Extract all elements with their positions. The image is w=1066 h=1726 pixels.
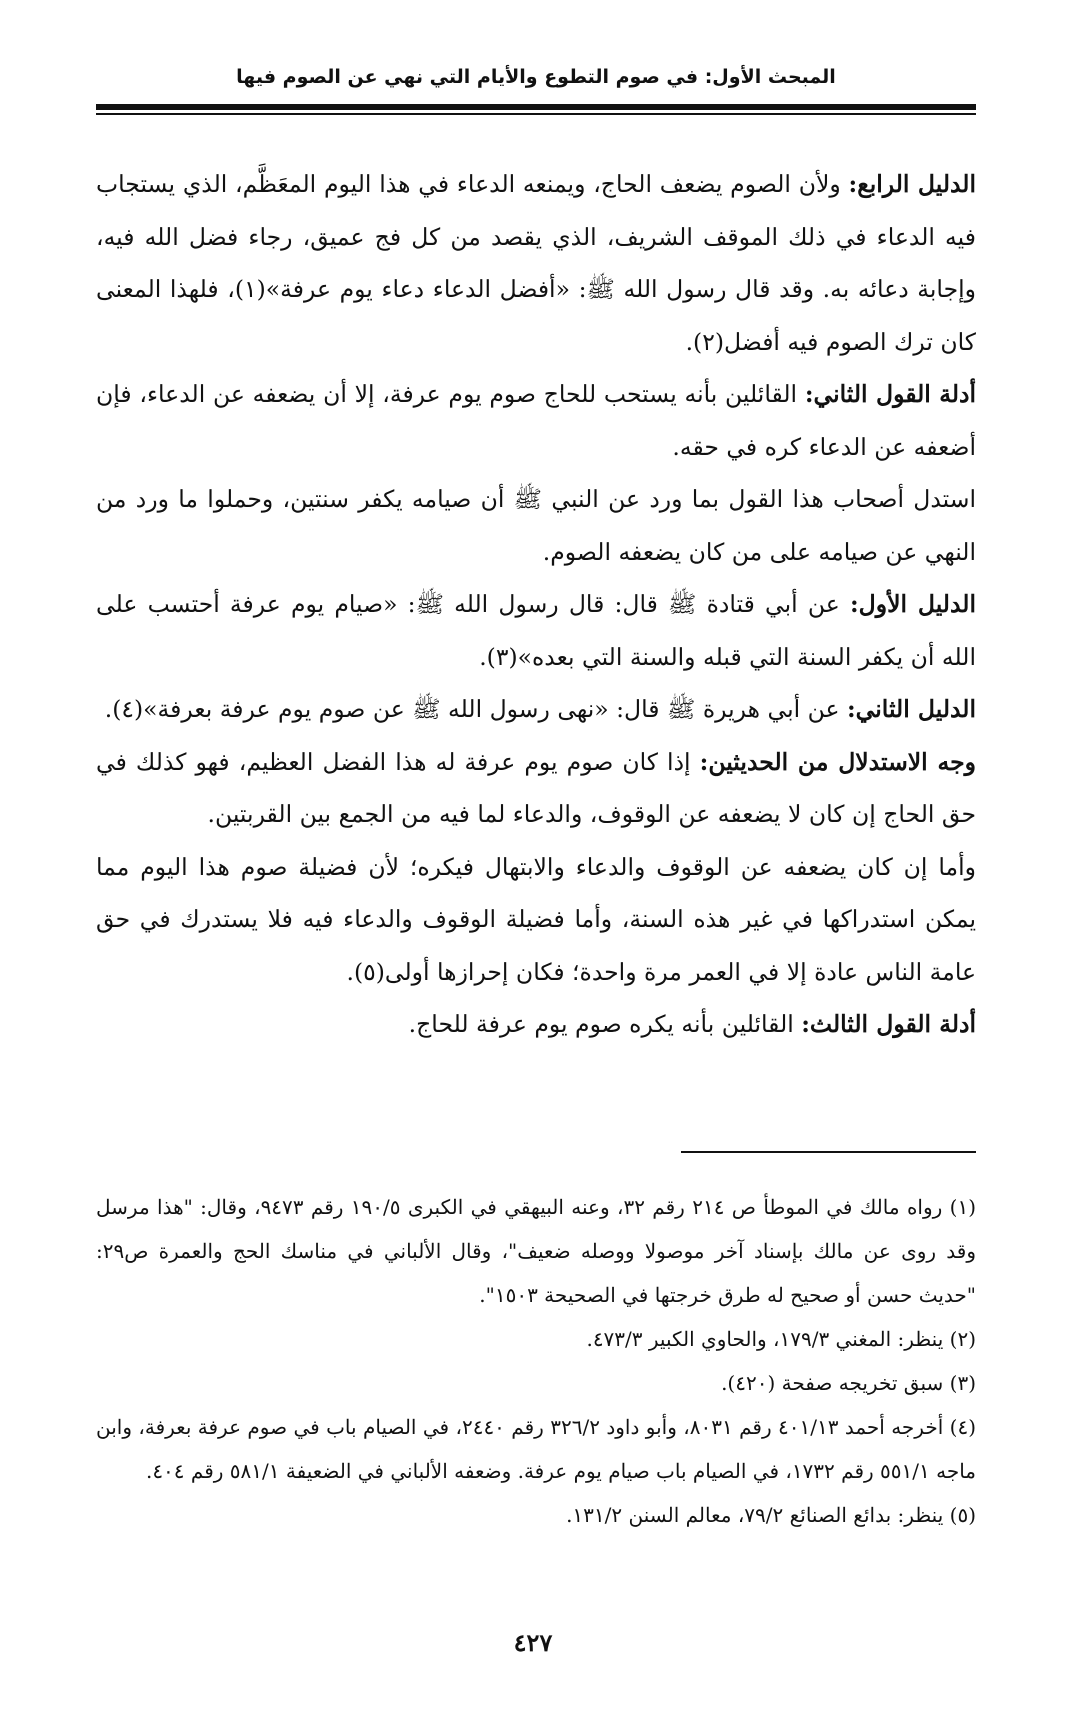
footnotes: [96, 1185, 976, 1537]
footnote: (٣) سبق تخريجه صفحة (٤٢٠).: [721, 1371, 976, 1395]
paragraph: [96, 158, 976, 368]
header-rule-thick: [96, 104, 976, 110]
footnote: (٥) ينظر: بدائع الصنائع ٧٩/٢، معالم السنن ١٣١/٢.: [566, 1503, 976, 1527]
paragraph-text: القائلين بأنه يكره صوم يوم عرفة للحاج.: [408, 1010, 802, 1038]
paragraph-text: وأما إن كان يضعفه عن الوقوف والدعاء والابتهال فيكره؛ لأن فضيلة صوم هذا اليوم مما يمكن استدراكها في غير هذه السنة، وأما فضيلة الوقوف والدعاء فيه فلا يستدرك في حق عامة الناس عادة إلا في العمر مرة واحدة؛ فكان إحرازها أولى(٥).: [96, 852, 976, 986]
paragraph: [96, 736, 976, 841]
footnote: (٢) ينظر: المغني ١٧٩/٣، والحاوي الكبير ٤٧٣/٣.: [586, 1327, 976, 1351]
paragraph-text: القائلين بأنه يستحب للحاج صوم يوم عرفة، إلا أن يضعفه عن الدعاء، فإن أضعفه عن الدعاء كره في حقه.: [96, 380, 976, 461]
paragraph-text: ولأن الصوم يضعف الحاج، ويمنعه الدعاء في هذا اليوم المعَظَّم، الذي يستجاب فيه الدعاء في ذلك الموقف الشريف، الذي يقصد من كل فج عميق، رجاء فضل الله فيه، وإجابة دعائه به. وقد قال رسول الله ﷺ: «أفضل الدعاء دعاء يوم عرفة»(١)، فلهذا المعنى كان ترك الصوم فيه أفضل(٢).: [96, 170, 976, 356]
main-text: [96, 158, 976, 1051]
paragraph-label: الدليل الرابع:: [848, 170, 976, 198]
paragraph-label: أدلة القول الثالث:: [801, 1010, 976, 1038]
paragraph-text: عن أبي هريرة ﷺ قال: «نهى رسول الله ﷺ عن صوم يوم عرفة بعرفة»(٤).: [104, 695, 847, 723]
paragraph-text: عن أبي قتادة ﷺ قال: قال رسول الله ﷺ: «صيام يوم عرفة أحتسب على الله أن يكفر السنة التي قبله والسنة التي بعده»(٣).: [96, 590, 976, 671]
running-header: المبحث الأول: في صوم التطوع والأيام التي نهي عن الصوم فيها: [236, 66, 836, 88]
footnote-separator: [681, 1151, 976, 1153]
paragraph: [96, 368, 976, 473]
footnote: (١) رواه مالك في الموطأ ص ٢١٤ رقم ٣٢، وعنه البيهقي في الكبرى ١٩٠/٥ رقم ٩٤٧٣، وقال: "هذا مرسل وقد روى عن مالك بإسناد آخر موصولا ووصله ضعيف"، وقال الألباني في مناسك الحج والعمرة ص٢٩: "حديث حسن أو صحيح له طرق خرجتها في الصحيحة ١٥٠٣".: [96, 1195, 977, 1307]
paragraph-label: أدلة القول الثاني:: [804, 380, 976, 408]
paragraph-label: الدليل الثاني:: [847, 695, 976, 723]
page-number: ٤٢٧: [513, 1628, 553, 1657]
paragraph: [96, 841, 976, 999]
paragraph-text: إذا كان صوم يوم عرفة له هذا الفضل العظيم، فهو كذلك في حق الحاج إن كان لا يضعفه عن الوقوف، والدعاء لما فيه من الجمع بين القربتين.: [96, 747, 976, 828]
paragraph-label: وجه الاستدلال من الحديثين:: [699, 747, 976, 776]
paragraph-text: استدل أصحاب هذا القول بما ورد عن النبي ﷺ أن صيامه يكفر سنتين، وحملوا ما ورد من النهي عن صيامه على من كان يضعفه الصوم.: [96, 485, 976, 566]
paragraph: [96, 473, 976, 578]
header-rule-thin: [96, 113, 976, 115]
footnote: (٤) أخرجه أحمد ٤٠١/١٣ رقم ٨٠٣١، وأبو داود ٣٢٦/٢ رقم ٢٤٤٠، في الصيام باب في صوم عرفة بعرفة، وابن ماجه ٥٥١/١ رقم ١٧٣٢، في الصيام باب صيام يوم عرفة. وضعفه الألباني في الضعيفة ٥٨١/١ رقم ٤٠٤.: [96, 1415, 977, 1483]
paragraph-label: الدليل الأول:: [849, 590, 976, 618]
paragraph: [96, 578, 976, 683]
paragraph: [96, 998, 976, 1051]
paragraph: [96, 683, 976, 736]
